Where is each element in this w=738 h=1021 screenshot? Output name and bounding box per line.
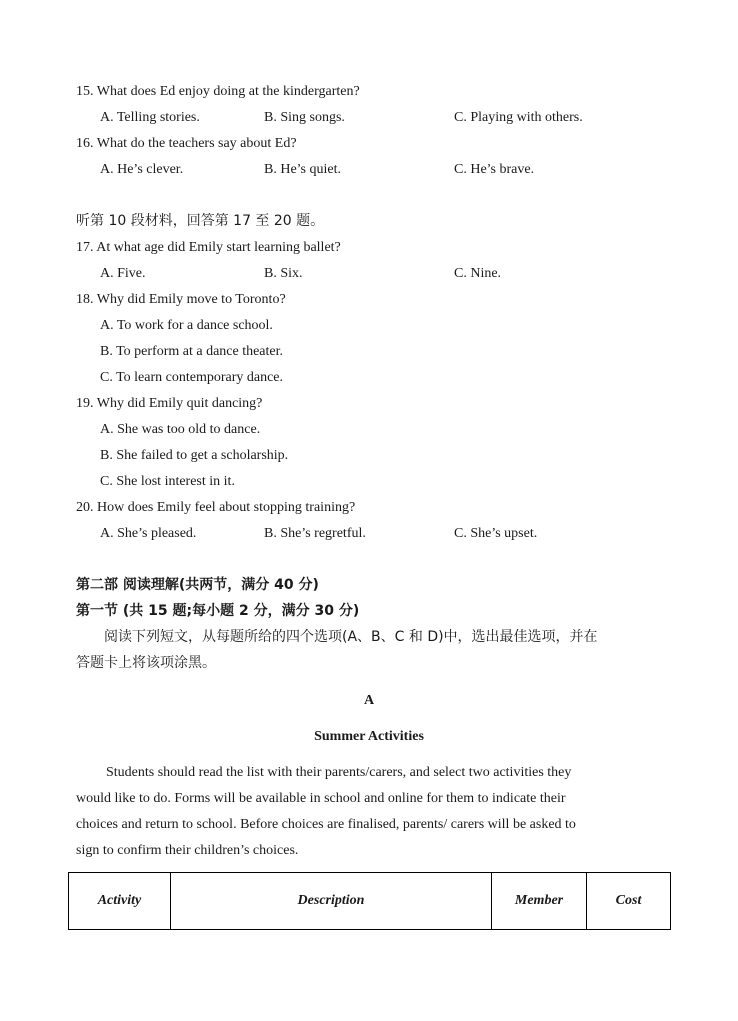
option-17-c: C. Nine. (454, 266, 502, 281)
header-cost: Cost (587, 873, 671, 930)
option-17-b: B. Six. (264, 266, 303, 281)
activities-table (68, 872, 671, 930)
part2-section-heading: 第一节 (共 15 题;每小题 2 分，满分 30 分) (76, 603, 360, 619)
passage-line-1: Students should read the list with their parents/carers, and select two activities they (106, 765, 572, 780)
question-20: 20. How does Emily feel about stopping training? (76, 500, 356, 515)
question-18: 18. Why did Emily move to Toronto? (76, 292, 286, 307)
passage-title: Summer Activities (314, 729, 424, 744)
option-18-c: C. To learn contemporary dance. (100, 370, 284, 385)
option-19-b: B. She failed to get a scholarship. (100, 448, 289, 463)
question-17: 17. At what age did Emily start learning ballet? (76, 240, 341, 255)
part2-heading: 第二部 阅读理解(共两节，满分 40 分) (76, 577, 319, 593)
header-description: Description (171, 873, 492, 930)
part2-instruction-line-2: 答题卡上将该项涂黑。 (76, 655, 216, 671)
option-19-a: A. She was too old to dance. (100, 422, 261, 437)
option-18-a: A. To work for a dance school. (100, 318, 273, 333)
passage-line-2: would like to do. Forms will be available in school and online for them to indicate their (76, 791, 566, 806)
passage-line-4: sign to confirm their children’s choices. (76, 843, 299, 858)
section-10-instruction: 听第 10 段材料，回答第 17 至 20 题。 (76, 213, 325, 229)
option-17-a: A. Five. (100, 266, 146, 281)
option-20-b: B. She’s regretful. (264, 526, 366, 541)
header-member: Member (492, 873, 587, 930)
option-15-a: A. Telling stories. (100, 110, 200, 125)
question-19: 19. Why did Emily quit dancing? (76, 396, 263, 411)
question-15: 15. What does Ed enjoy doing at the kindergarten? (76, 84, 360, 99)
option-20-c: C. She’s upset. (454, 526, 538, 541)
option-16-a: A. He’s clever. (100, 162, 184, 177)
option-15-c: C. Playing with others. (454, 110, 583, 125)
option-18-b: B. To perform at a dance theater. (100, 344, 284, 359)
header-activity: Activity (69, 873, 171, 930)
passage-line-3: choices and return to school. Before choices are finalised, parents/ carers will be asked to (76, 817, 576, 832)
question-16: 16. What do the teachers say about Ed? (76, 136, 297, 151)
option-16-b: B. He’s quiet. (264, 162, 341, 177)
passage-letter: A (363, 693, 375, 708)
option-19-c: C. She lost interest in it. (100, 474, 235, 489)
option-15-b: B. Sing songs. (264, 110, 345, 125)
option-16-c: C. He’s brave. (454, 162, 535, 177)
part2-instruction-line-1: 阅读下列短文，从每题所给的四个选项(A、B、C 和 D)中，选出最佳选项，并在 (104, 629, 598, 645)
table-header-row (69, 873, 671, 930)
option-20-a: A. She’s pleased. (100, 526, 197, 541)
